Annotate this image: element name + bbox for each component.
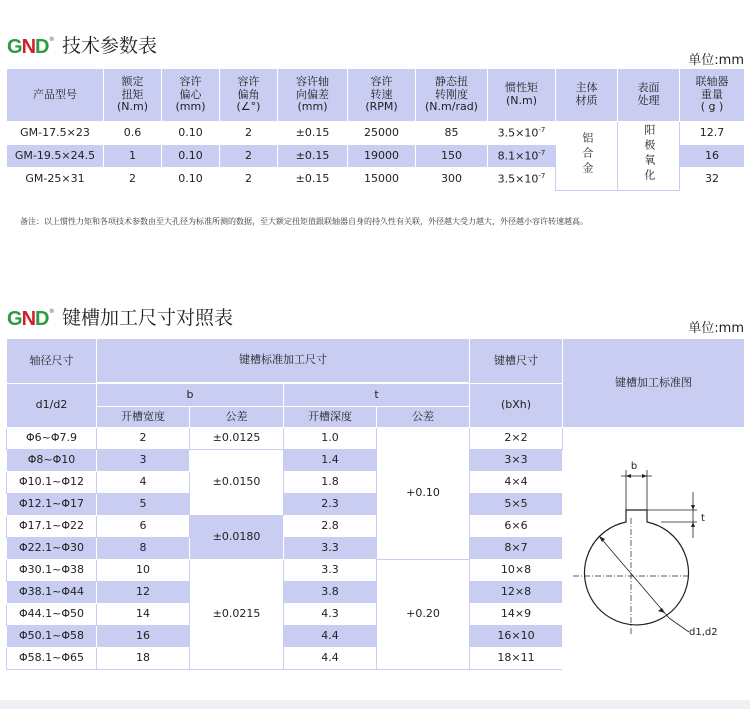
header-cell: 惯性矩 (N.m) <box>488 69 556 122</box>
keyway-drawing <box>565 448 745 648</box>
material-cell: 铝合金 <box>556 122 618 191</box>
table-row: Φ38.1~Φ44 12 3.8 12×8 <box>7 582 745 604</box>
header-b: b <box>97 384 284 407</box>
header-d: d1/d2 <box>7 384 97 428</box>
table-row: Φ30.1~Φ38 10 ±0.0215 3.3 +0.20 10×8 <box>7 560 745 582</box>
brand-logo: GND® <box>7 308 53 330</box>
header-cell: 额定 扭矩 (N.m) <box>104 69 162 122</box>
table-row: GM-19.5×24.5 1 0.10 2 ±0.15 19000 150 $8.1\times 10^{-7}$ 16 <box>7 145 745 168</box>
page-footer-band <box>0 700 750 709</box>
header-tol: 公差 <box>190 407 284 428</box>
label-b: b <box>630 461 638 472</box>
table-row: Φ50.1~Φ58 16 4.4 16×10 <box>7 626 745 648</box>
table-row: Φ44.1~Φ50 14 4.3 14×9 <box>7 604 745 626</box>
table-row: GM-25×31 2 0.10 2 ±0.15 15000 300 $3.5\times 10^{-7}$ 32 <box>7 168 745 191</box>
tech-params-table <box>6 68 745 191</box>
table-row: Φ17.1~Φ22 6 ±0.0180 2.8 6×6 <box>7 516 745 538</box>
section1-title: 技术参数表 <box>62 35 158 57</box>
surface-cell: 阳极氧化 <box>618 122 680 191</box>
table-row: Φ58.1~Φ65 18 4.4 18×11 <box>7 648 745 670</box>
header-t: t <box>284 384 470 407</box>
table-row: Φ10.1~Φ12 4 1.8 4×4 <box>7 472 745 494</box>
table-row: Φ8~Φ10 3 ±0.0150 1.4 3×3 <box>7 450 745 472</box>
header-cell: 表面 处理 <box>618 69 680 122</box>
header-drawing: 键槽加工标准图 <box>563 339 745 428</box>
table-row: Φ12.1~Φ17 5 2.3 5×5 <box>7 494 745 516</box>
header-cell: 容许 偏心 (mm) <box>162 69 220 122</box>
section2-title: 键槽加工尺寸对照表 <box>62 307 234 329</box>
header-cell: 容许 转速 (RPM) <box>348 69 416 122</box>
header-tol2: 公差 <box>377 407 470 428</box>
header-shaft: 轴径尺寸 <box>7 339 97 384</box>
note-text: 备注：以上惯性力矩和各项技术参数由至大孔径为标准所测的数据，至大额定扭矩值跟联轴器自身的持久性有关联，外径越大受力越大，外径越小容许转速越高。 <box>20 217 588 226</box>
section1-unit: 单位:mm <box>688 53 744 68</box>
header-std: 键槽标准加工尺寸 <box>97 339 470 383</box>
label-d: d1,d2 <box>689 627 718 638</box>
brand-logo: GND® <box>7 36 53 58</box>
table-row: Φ22.1~Φ30 8 3.3 8×7 <box>7 538 745 560</box>
header-size: 键槽尺寸 <box>470 339 563 384</box>
shaft-outline <box>585 510 689 625</box>
table-header-row <box>7 69 745 122</box>
table-row: GM-17.5×23 0.6 0.10 2 ±0.15 25000 85 $3.5\times 10^{-7}$ 铝合金 阳极氧化 12.7 <box>7 122 745 145</box>
header-cell: 静态扭 转刚度 (N.m/rad) <box>416 69 488 122</box>
header-depth: 开槽深度 <box>284 407 377 428</box>
header-width: 开槽宽度 <box>97 407 190 428</box>
header-bxh: (bXh) <box>470 384 563 428</box>
header-cell: 容许 偏角 (∠°) <box>220 69 278 122</box>
table-row: Φ6~Φ7.9 2 ±0.0125 1.0 +0.10 2×2 <box>7 428 745 450</box>
label-t: t <box>701 513 705 524</box>
header-cell: 容许轴 向偏差 (mm) <box>278 69 348 122</box>
header-cell: 产品型号 <box>7 69 104 122</box>
section2-unit: 单位:mm <box>688 321 744 336</box>
header-cell: 联轴器 重量 ( g ) <box>680 69 745 122</box>
header-cell: 主体 材质 <box>556 69 618 122</box>
